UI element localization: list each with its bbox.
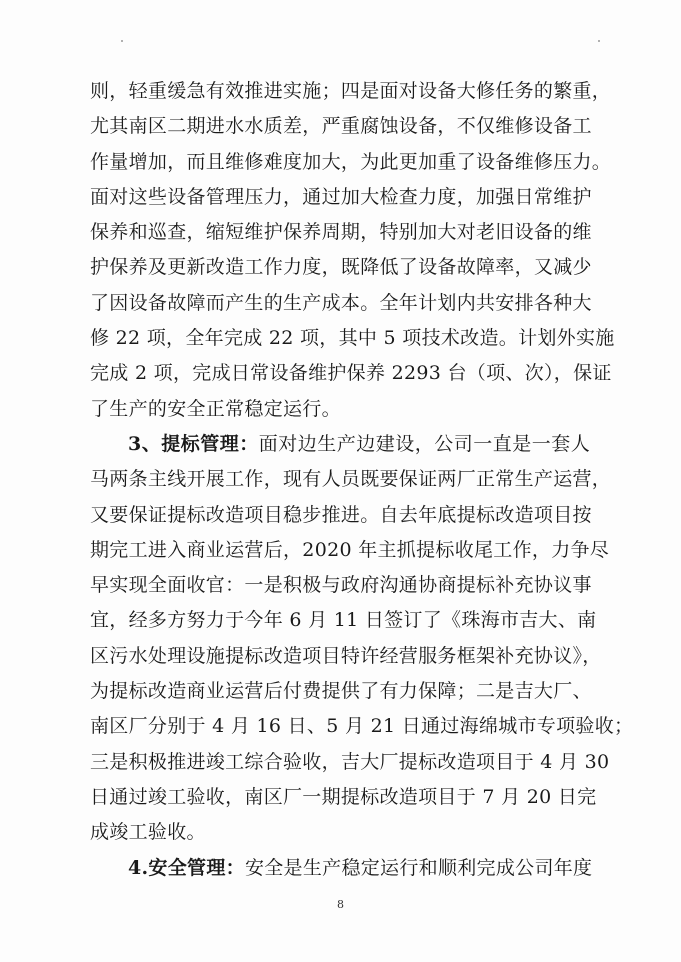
text-line: 马两条主线开展工作，现有人员既要保证两厂正常生产运营， bbox=[90, 468, 612, 491]
section-4-first-text: 安全是生产稳定运行和顺利完成公司年度 bbox=[244, 856, 593, 879]
section-4-first-line bbox=[90, 851, 593, 886]
text-line: 宜，经多方努力于今年 6 月 11 日签订了《珠海市吉大、南 bbox=[90, 609, 597, 632]
text-line: 期完工进入商业运营后，2020 年主抓提标收尾工作，力争尽 bbox=[90, 538, 610, 561]
text-line: 三是积极推进竣工综合验收，吉大厂提标改造项目于 4 月 30 bbox=[90, 750, 610, 773]
section-3-first-line bbox=[90, 427, 590, 462]
text-line: 护保养及更新改造工作力度，既降低了设备故障率，又减少 bbox=[90, 256, 592, 279]
text-line: 完成 2 项，完成日常设备维护保养 2293 台（项、次），保证 bbox=[90, 362, 612, 385]
text-line: 尤其南区二期进水水质差，严重腐蚀设备，不仅维修设备工 bbox=[90, 115, 592, 138]
text-line: 日通过竣工验收，南区厂一期提标改造项目于 7 月 20 日完 bbox=[90, 785, 597, 808]
text-line: 作量增加，而且维修难度加大，为此更加重了设备维修压力。 bbox=[90, 150, 612, 173]
section-3-heading: 3、提标管理： bbox=[128, 432, 259, 455]
text-line: 成竣工验收。 bbox=[90, 821, 206, 844]
scan-speck bbox=[121, 40, 123, 42]
section-4-heading: 4.安全管理： bbox=[128, 856, 245, 879]
body-text bbox=[90, 74, 634, 886]
text-line: 面对这些设备管理压力，通过加大检查力度，加强日常维护 bbox=[90, 185, 592, 208]
text-line: 区污水处理设施提标改造项目特许经营服务框架补充协议》， bbox=[90, 644, 602, 667]
page-number: 8 bbox=[337, 898, 344, 911]
scan-speck bbox=[598, 40, 600, 42]
section-3-first-text: 面对边生产边建设，公司一直是一套人 bbox=[258, 432, 590, 455]
text-line: 了因设备故障而产生的生产成本。全年计划内共安排各种大 bbox=[90, 291, 592, 314]
text-line: 为提标改造商业运营后付费提供了有力保障；二是吉大厂、 bbox=[90, 680, 592, 703]
text-line: 早实现全面收官：一是积极与政府沟通协商提标补充协议事 bbox=[90, 574, 592, 597]
text-line: 保养和巡查，缩短维护保养周期，特别加大对老旧设备的维 bbox=[90, 221, 592, 244]
text-line: 又要保证提标改造项目稳步推进。自去年底提标改造项目按 bbox=[90, 503, 592, 526]
text-line: 南区厂分别于 4 月 16 日、5 月 21 日通过海绵城市专项验收； bbox=[90, 715, 634, 738]
text-line: 修 22 项，全年完成 22 项，其中 5 项技术改造。计划外实施 bbox=[90, 327, 615, 350]
text-line: 了生产的安全正常稳定运行。 bbox=[90, 397, 341, 420]
text-line: 则，轻重缓急有效推进实施；四是面对设备大修任务的繁重， bbox=[90, 80, 612, 102]
